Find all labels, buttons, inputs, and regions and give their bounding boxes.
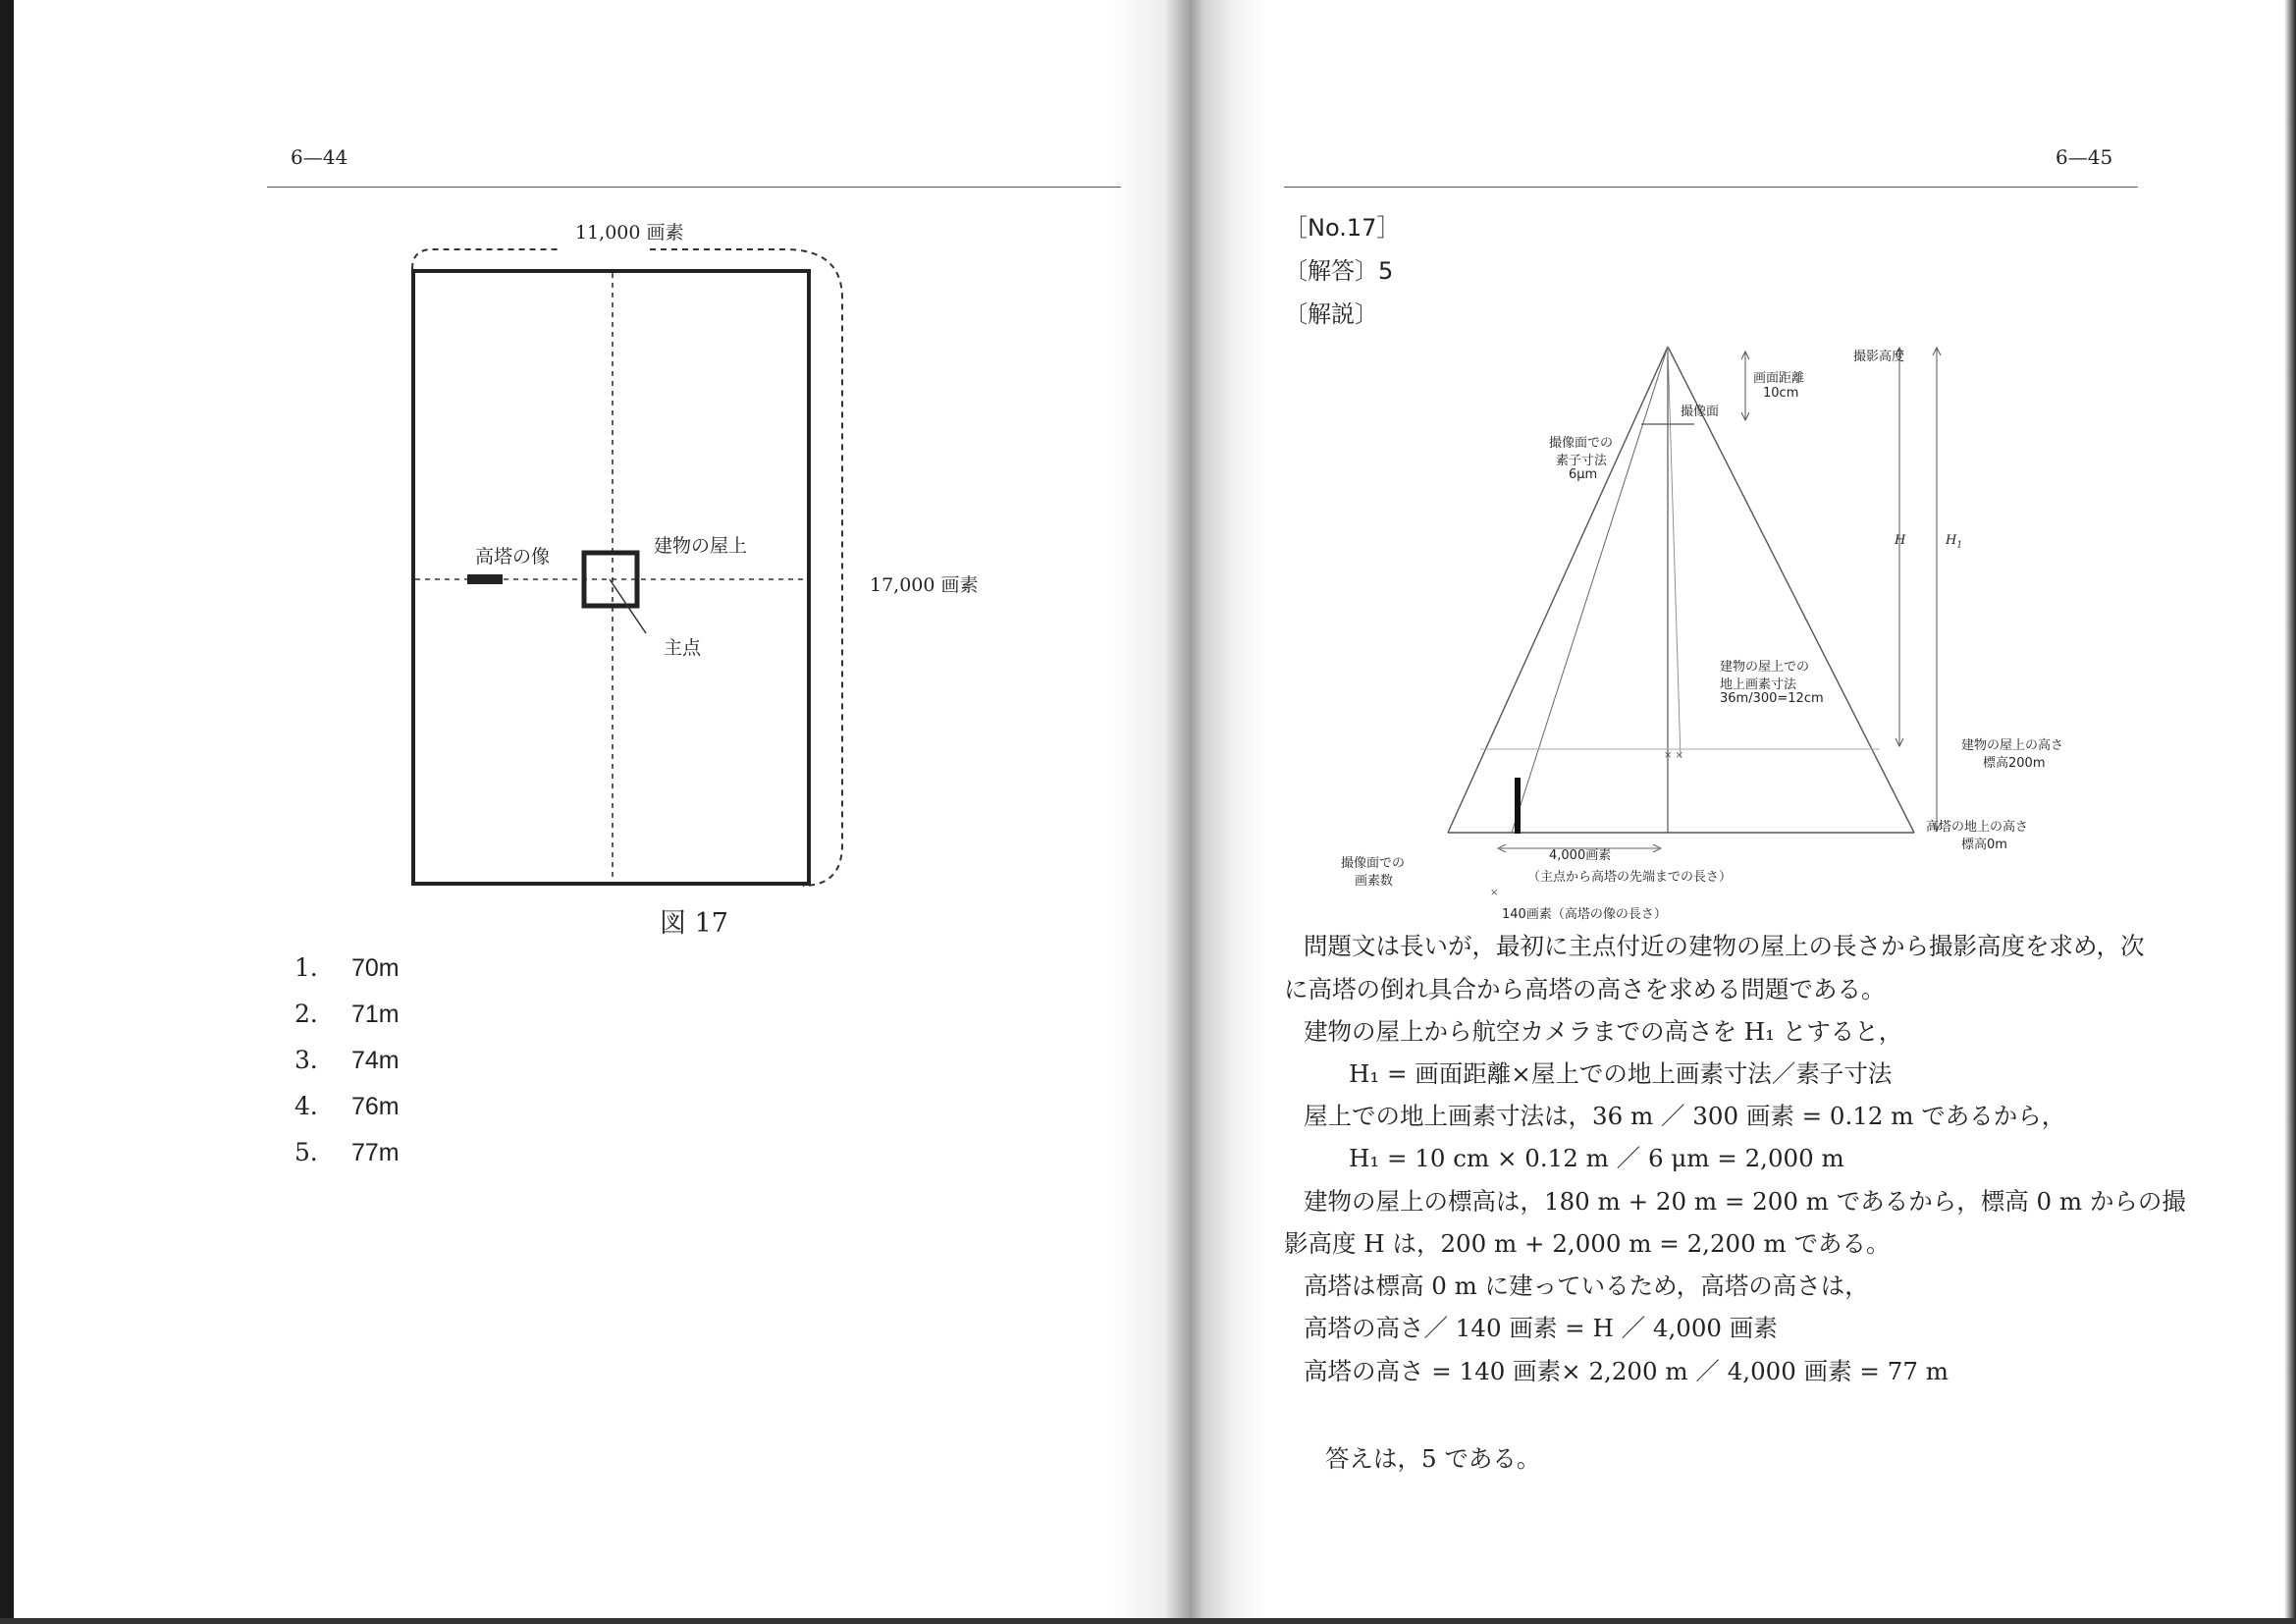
- rooftop-label: 建物の屋上: [654, 535, 748, 557]
- answer-heading: 〔解答〕5: [1284, 257, 1394, 285]
- explanation-line-5: 屋上での地上画素寸法は，36 m ／ 300 画素 = 0.12 m であるから，: [1304, 1102, 2066, 1130]
- choice-5: [294, 1133, 400, 1168]
- formula-result: 高塔の高さ = 140 画素× 2,200 m ／ 4,000 画素 = 77 m: [1304, 1357, 1949, 1385]
- screen-distance-label: 画面距離: [1753, 371, 1805, 386]
- choice-value: 71m: [351, 1001, 400, 1028]
- formula-h1-value: H₁ = 10 cm × 0.12 m ／ 6 μm = 2,000 m: [1349, 1144, 1844, 1172]
- explanation-line-9: 高塔は標高 0 m に建っているため，高塔の高さは，: [1304, 1272, 1869, 1300]
- problem-number: ［No.17］: [1284, 214, 1401, 242]
- choice-number: 4．: [294, 1092, 335, 1120]
- choice-number: 5．: [294, 1138, 335, 1166]
- tower-base-label-1: 高塔の地上の高さ: [1926, 820, 2029, 835]
- h1-label: [1946, 533, 1962, 551]
- left-page-number: 6—44: [291, 145, 348, 169]
- choice-4: [294, 1087, 400, 1122]
- element-size-value: 6μm: [1569, 467, 1598, 482]
- choice-3: [294, 1041, 400, 1076]
- distance-4000-note: （主点から高塔の先端までの長さ）: [1527, 870, 1733, 885]
- book-edge-bottom: [0, 1618, 2296, 1624]
- right-header-rule: [1284, 187, 2138, 188]
- explanation-line-3: 建物の屋上から航空カメラまでの高さを H₁ とすると，: [1304, 1017, 1903, 1046]
- formula-h1: H₁ = 画面距離×屋上での地上画素寸法／素子寸法: [1349, 1059, 1893, 1088]
- choice-2: [294, 995, 400, 1030]
- image-plane-label: 撮像面: [1681, 405, 1720, 419]
- pixel-count-label-1: 撮像面での: [1341, 856, 1406, 871]
- choice-number: 1．: [294, 953, 335, 982]
- right-page-number: 6—45: [2056, 145, 2113, 169]
- h-label: H: [1895, 533, 1906, 548]
- book-gutter-shadow: [1109, 0, 1266, 1624]
- explanation-heading: 〔解説〕: [1284, 300, 1378, 328]
- choice-value: 76m: [351, 1093, 400, 1120]
- choice-value: 74m: [351, 1047, 400, 1074]
- figure-17-diagram: [393, 245, 982, 893]
- pixel-count-label-2: 画素数: [1355, 874, 1394, 889]
- svg-text:× ×: × ×: [1664, 750, 1683, 761]
- distance-140-label: 140画素（高塔の像の長さ）: [1502, 907, 1667, 922]
- principal-point-label: 主点: [664, 637, 702, 659]
- element-size-label-1: 撮像面での: [1549, 436, 1614, 451]
- book-edge-right: [2284, 0, 2296, 1624]
- ground-pixel-label-1: 建物の屋上での: [1720, 660, 1810, 675]
- formula-ratio: 高塔の高さ／ 140 画素 = H ／ 4,000 画素: [1304, 1314, 1778, 1342]
- explanation-line-7: 建物の屋上の標高は，180 m + 20 m = 200 m であるから，標高 0 m からの撮: [1304, 1187, 2186, 1216]
- tower-image-bar: [467, 574, 503, 584]
- choice-1: [294, 948, 400, 984]
- choice-number: 3．: [294, 1046, 335, 1074]
- ground-pixel-label-2: 地上画素寸法: [1720, 677, 1797, 692]
- shooting-height-label: 撮影高度: [1853, 350, 1905, 364]
- roof-height-label-1: 建物の屋上の高さ: [1961, 738, 2064, 753]
- figure-caption: 図 17: [660, 908, 728, 939]
- height-label: 17,000 画素: [870, 574, 979, 596]
- h1-subscript: 1: [1956, 540, 1963, 551]
- tower-image-label: 高塔の像: [475, 546, 551, 568]
- choice-value: 77m: [351, 1139, 400, 1166]
- explanation-line-1: 問題文は長いが，最初に主点付近の建物の屋上の長さから撮影高度を求め，次: [1304, 932, 2145, 960]
- h1-letter: H: [1946, 533, 1957, 548]
- ground-pixel-value: 36m/300=12cm: [1720, 691, 1824, 706]
- choice-value: 70m: [351, 954, 400, 982]
- explanation-line-2: に高塔の倒れ具合から高塔の高さを求める問題である。: [1284, 975, 1886, 1003]
- explanation-line-8: 影高度 H は，200 m + 2,000 m = 2,200 m である。: [1284, 1229, 1891, 1258]
- left-header-rule: [267, 187, 1121, 188]
- roof-height-label-2: 標高200m: [1983, 756, 2046, 771]
- screen-distance-value: 10cm: [1763, 386, 1799, 401]
- final-answer: 答えは，5 である。: [1325, 1444, 1541, 1473]
- width-label: 11,000 画素: [575, 222, 684, 244]
- tower-mark: [1515, 778, 1521, 834]
- book-edge-left: [0, 0, 14, 1624]
- tower-base-label-2: 標高0m: [1961, 838, 2007, 852]
- svg-text:×: ×: [1490, 888, 1499, 898]
- element-size-label-2: 素子寸法: [1556, 454, 1608, 468]
- distance-4000-label: 4,000画素: [1549, 848, 1612, 863]
- choice-number: 2．: [294, 1000, 335, 1028]
